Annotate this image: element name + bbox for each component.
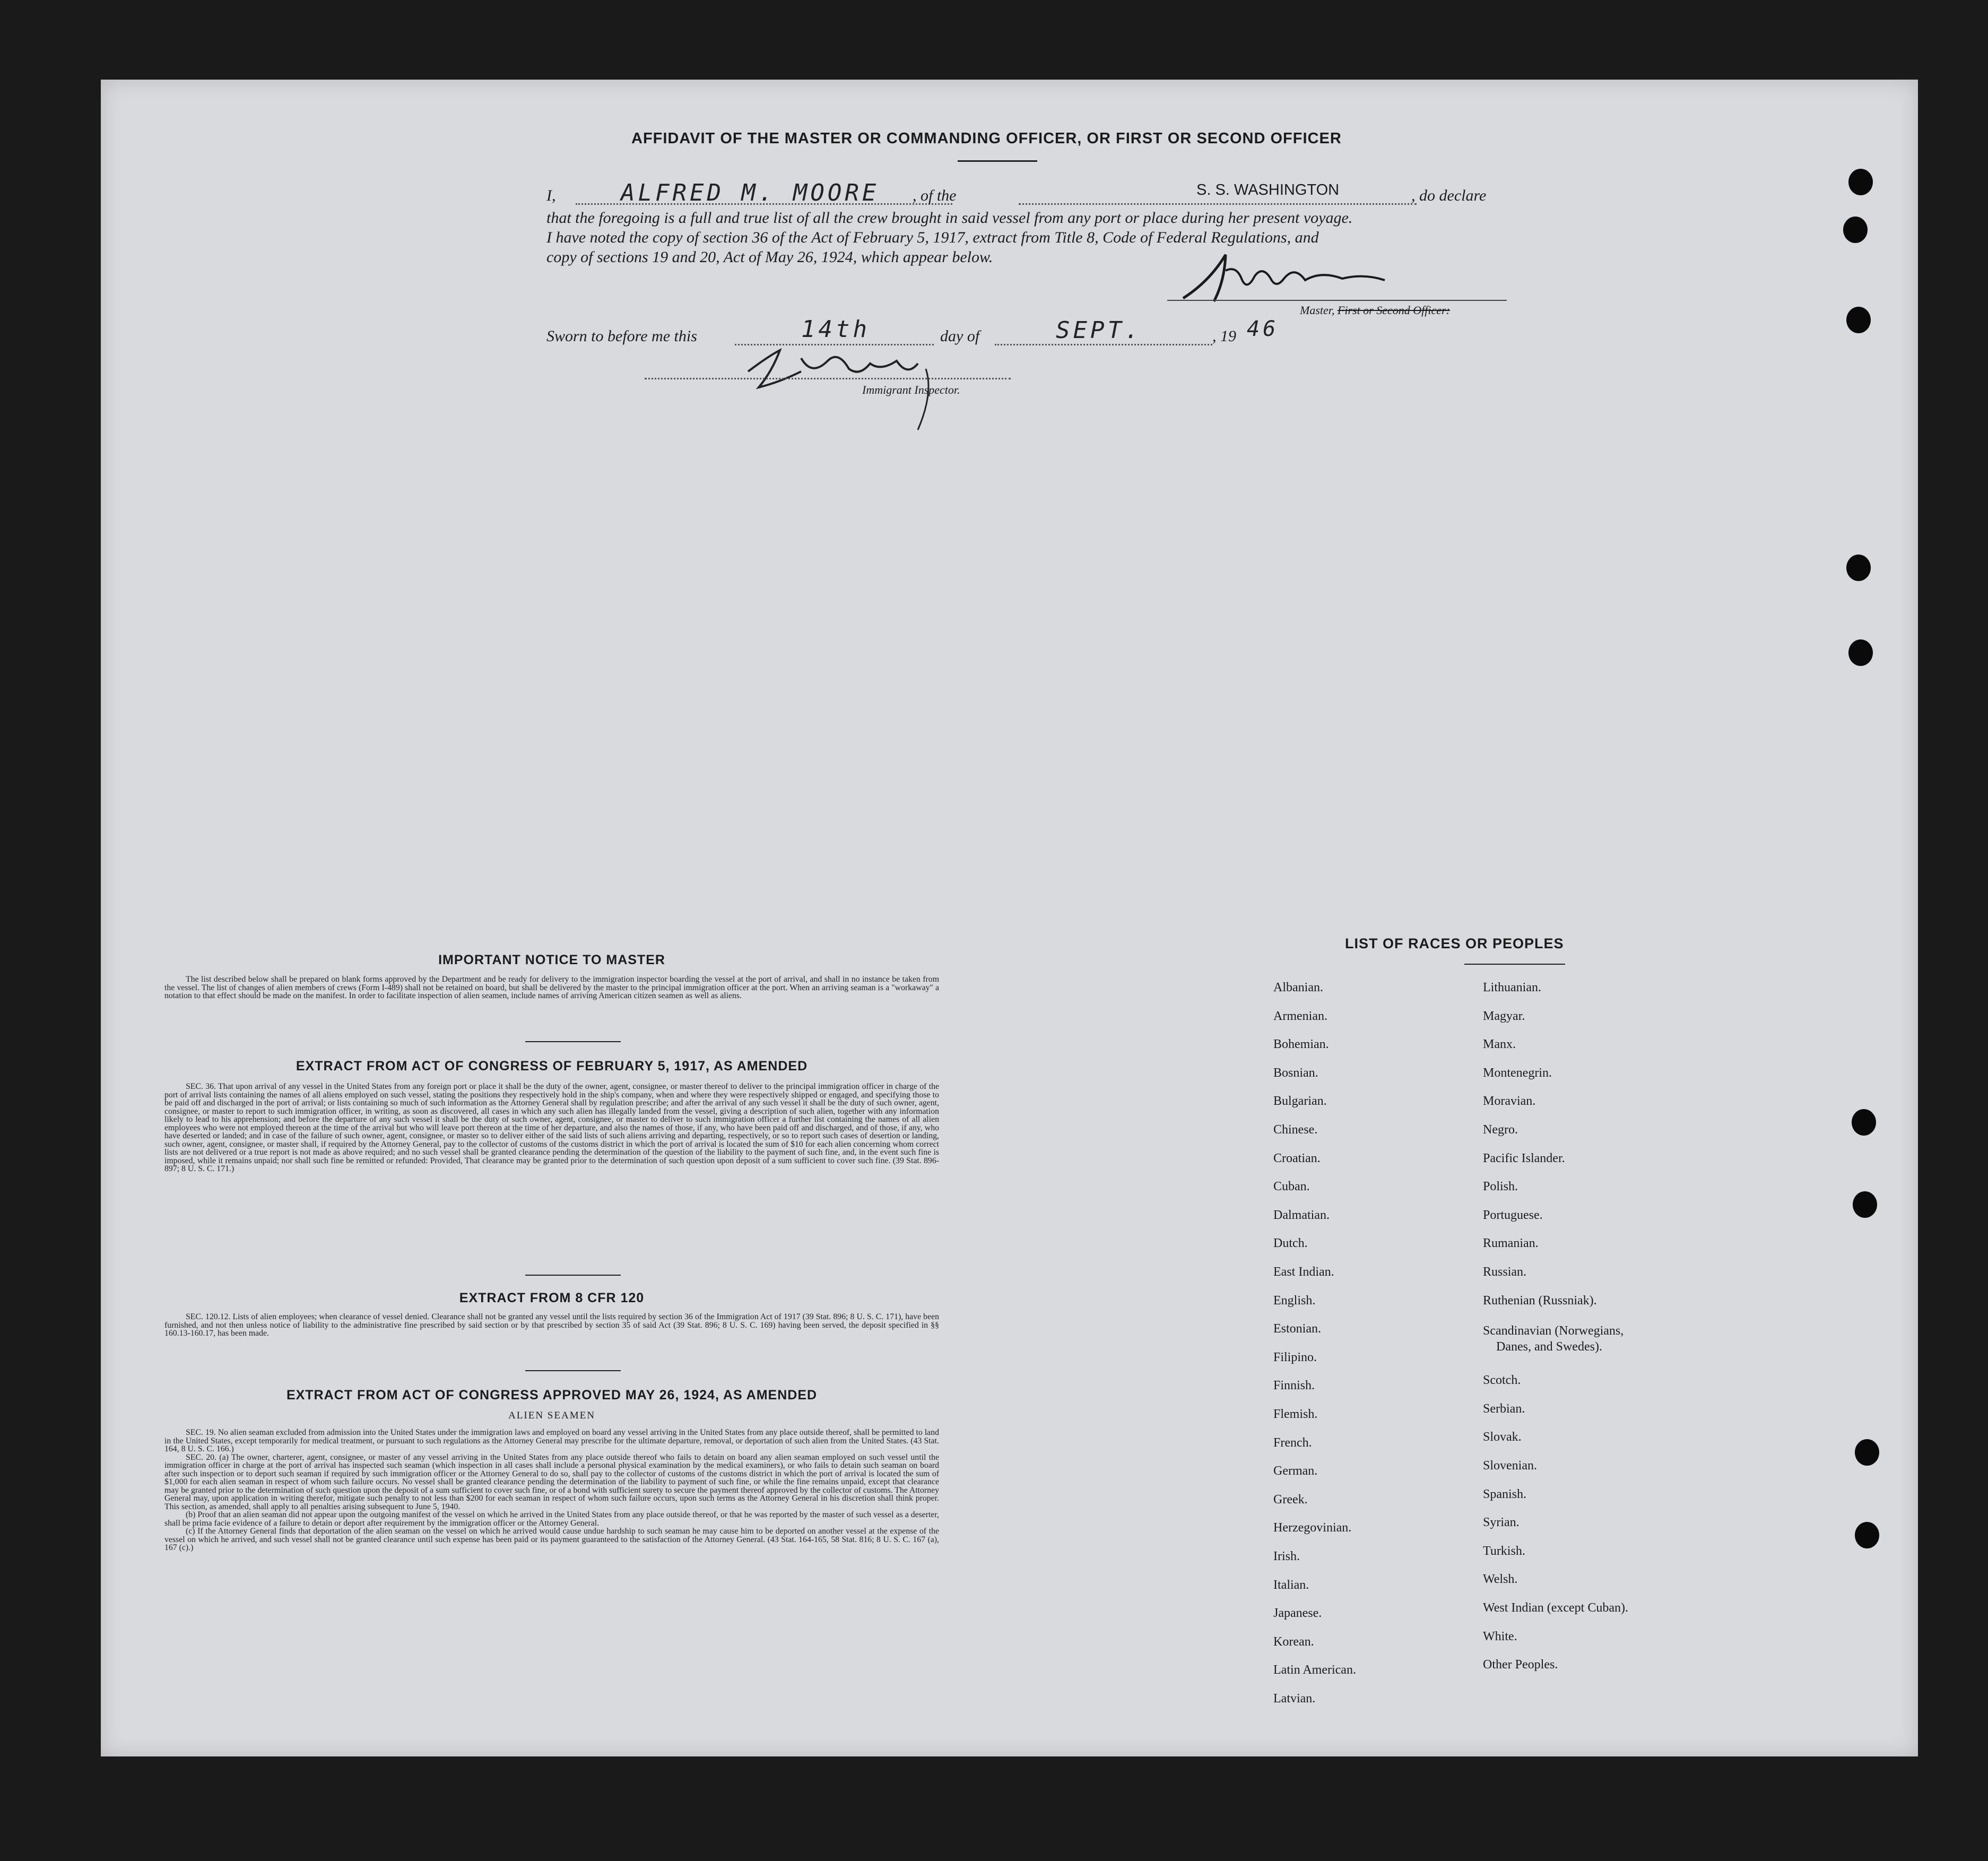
- race-item: Portuguese.: [1483, 1208, 1543, 1222]
- race-item: Latin American.: [1273, 1663, 1356, 1677]
- affidavit-line-4: copy of sections 19 and 20, Act of May 26, 1924, which appear below.: [546, 248, 993, 266]
- race-item: Korean.: [1273, 1634, 1314, 1649]
- sworn-day: 14th: [801, 316, 870, 343]
- race-item: Bohemian.: [1273, 1037, 1329, 1052]
- sec-20a-text: SEC. 20. (a) The owner, charterer, agent, consignee, or master of any vessel arriving in the United States from any place outside thereof who fails to detain on board any alien seaman employed on such vessel until the immigration officer in charge at the port of arrival has inspected such seaman (which inspection in all cases shall include a personal physical examination by the medical examiners), or who fails to detain such seaman on board after such inspection or to deport such seaman if required by such immigration officer or the Attorney General to do so, shall pay to the collector of customs of the customs district in which the port of arrival is located the sum of $1,000 for each alien seaman in respect of whom such failure occurs. No vessel shall be granted clearance pending the determination of the liability to payment of such fine, or while the fine remains unpaid, except that clearance may be granted prior to the determination of such question upon the deposit of a sum sufficient to cover such fine, or of a bond with sufficient surety to secure the payment thereof approved by the collector of customs. The Attorney General may, upon application in writing therefor, mitigate such penalty to not less than $200 for each seaman in respect of whom such failure occurs, upon such terms as the Attorney General in his discretion shall think proper. This section, as amended, shall apply to all penalties arising subsequent to June 5, 1940.: [164, 1452, 939, 1511]
- race-item: Russian.: [1483, 1265, 1527, 1279]
- race-item: Montenegrin.: [1483, 1066, 1552, 1080]
- divider: [525, 1275, 621, 1276]
- race-item: Welsh.: [1483, 1572, 1518, 1587]
- affidavit-line-3: I have noted the copy of section 36 of the Act of February 5, 1917, extract from Title 8, Code of Federal Regulations, and: [546, 229, 1319, 246]
- inspector-label: Immigrant Inspector.: [862, 383, 960, 396]
- struck-officer-label: First or Second Officer:: [1337, 304, 1450, 317]
- race-item: Danes, and Swedes).: [1496, 1339, 1602, 1354]
- race-item: East Indian.: [1273, 1265, 1334, 1279]
- act-1924-body: [164, 1429, 939, 1552]
- punch-hole: [1855, 1522, 1879, 1548]
- punch-hole: [1843, 217, 1868, 243]
- race-item: Albanian.: [1273, 981, 1323, 994]
- punch-hole: [1846, 307, 1871, 333]
- race-item: Serbian.: [1483, 1401, 1525, 1416]
- sec-19-text: SEC. 19. No alien seaman excluded from admission into the United States under the immigration laws and employed on board any vessel arriving in the United States from any place outside thereof, shall be permitted to land in the United States, except temporarily for medical treatment, or pursuant to such regulations as the Attorney General may prescribe for the ultimate departure, removal, or deportation of such alien from the United States. (43 Stat. 164, 8 U. S. C. 166.): [164, 1428, 939, 1453]
- punch-hole: [1853, 1191, 1877, 1218]
- alien-seamen-subhead: ALIEN SEAMEN: [508, 1410, 595, 1421]
- cfr-text: SEC. 120.12. Lists of alien employees; when clearance of vessel denied. Clearance shall not be granted any vessel until the lists required by section 36 of the Immigration Act of 1917 (39 Stat. 896; 8 U. S. C. 171), have been furnished, and not then unless notice of liability to the administrative fine prescribed by said section or by that prescribed by section 35 of said Act (39 Stat. 896; 8 U. S. C. 169) having been served, the deposit specified in §§ 160.13-160.17, has been made.: [164, 1312, 939, 1338]
- month-line: [995, 344, 1212, 345]
- act-1917-text: SEC. 36. That upon arrival of any vessel in the United States from any foreign port or place it shall be the duty of the owner, agent, consignee, or master thereof to deliver to the principal immigration officer in charge of the port of arrival lists containing the names of all aliens employed on such vessel, stating the positions they respectively hold in the ship's company, when and where they were respectively shipped or engaged, and specifying those to be paid off and discharged in the port of arrival; or lists containing so much of such information as the Attorney General shall by regulation prescribe; and after the arrival of any such vessel it shall be the duty of such owner, agent, consignee, or master to report to such immigration officer, in writing, as soon as discovered, all cases in which any such alien has illegally landed from the vessel, giving a description of such alien, together with any information likely to lead to his apprehension; and before the departure of any such vessel it shall be the duty of such owner, agent, consignee, or master to deliver to such immigration officer a further list containing the names of all alien employees who were not employed thereon at the time of the arrival but who will leave port thereon at the time of her departure, and also the names of those, if any, who have been paid off and discharged, and of those, if any, who have deserted or landed; and in case of the failure of such owner, agent, consignee, or master so to deliver either of the said lists of such aliens arriving and departing, respectively, or so to report such cases of desertion or landing, such owner, agent, consignee, or master shall, if required by the Attorney General, pay to the collector of customs of the customs district in which the port of arrival is located the sum of $10 for each alien concerning whom correct lists are not delivered or a true report is not made as above required; and no such vessel shall be granted clearance pending the determination of the question of the liability to the payment of such fine, and, in the event such fine is imposed, while it remains unpaid; nor shall such fine be remitted or refunded: Provided, That clearance may be granted prior to the determination of such question upon deposit of a sum sufficient to cover such fine. (39 Stat. 896-897; 8 U. S. C. 171.): [164, 1082, 939, 1173]
- race-item: Finnish.: [1273, 1379, 1315, 1393]
- race-item: Rumanian.: [1483, 1236, 1539, 1251]
- important-notice-title: IMPORTANT NOTICE TO MASTER: [438, 953, 665, 967]
- race-item: Estonian.: [1273, 1322, 1321, 1336]
- important-notice-text: The list described below shall be prepared on blank forms approved by the Department and be ready for delivery to the immigration inspector boarding the vessel at the port of arrival, and shall in no instance be taken from the vessel. The list of changes of alien members of crews (Form I-489) shall not be retained on board, but shall be delivered by the master to the principal immigration officer at the port. When an arriving seaman is a "workaway" a notation to that effect should be made on the manifest. In order to facilitate inspection of alien seamen, include names of arriving American citizen seamen as well as aliens.: [164, 975, 939, 1000]
- inspector-signature-line: [645, 378, 1011, 379]
- race-item: Italian.: [1273, 1578, 1309, 1592]
- race-item: Lithuanian.: [1483, 981, 1541, 994]
- day-of-label: day of: [940, 327, 980, 345]
- race-item: Ruthenian (Russniak).: [1483, 1293, 1597, 1308]
- race-item: Cuban.: [1273, 1180, 1310, 1194]
- races-divider: [1464, 964, 1565, 965]
- race-item: Magyar.: [1483, 1009, 1525, 1023]
- master-label: Master,: [1300, 304, 1335, 317]
- race-item: Herzegovinian.: [1273, 1521, 1352, 1535]
- race-item: White.: [1483, 1629, 1517, 1643]
- race-item: Flemish.: [1273, 1407, 1318, 1421]
- sworn-month: SEPT.: [1056, 317, 1142, 344]
- race-item: Bulgarian.: [1273, 1094, 1327, 1109]
- race-item: Turkish.: [1483, 1544, 1525, 1558]
- race-item: Croatian.: [1273, 1151, 1321, 1165]
- sworn-year: 46: [1247, 317, 1279, 341]
- act-1917-title: EXTRACT FROM ACT OF CONGRESS OF FEBRUARY 5, 1917, AS AMENDED: [296, 1059, 808, 1074]
- race-item: Slovenian.: [1483, 1459, 1537, 1473]
- race-item: Polish.: [1483, 1180, 1518, 1194]
- act-1924-title: EXTRACT FROM ACT OF CONGRESS APPROVED MAY 26, 1924, AS AMENDED: [286, 1388, 818, 1403]
- race-item: German.: [1273, 1464, 1318, 1478]
- race-item: Irish.: [1273, 1550, 1300, 1563]
- race-item: Chinese.: [1273, 1123, 1318, 1137]
- race-item: Negro.: [1483, 1123, 1518, 1137]
- race-item: Other Peoples.: [1483, 1658, 1558, 1672]
- race-item: Filipino.: [1273, 1350, 1317, 1364]
- punch-hole: [1852, 1109, 1876, 1136]
- divider: [525, 1370, 621, 1371]
- punch-hole: [1855, 1439, 1879, 1466]
- affidavit-i-label: I,: [546, 187, 556, 204]
- race-item: Dutch.: [1273, 1236, 1308, 1251]
- sec-20b-text: (b) Proof that an alien seaman did not appear upon the outgoing manifest of the vessel on which he arrived in the United States from any place outside thereof, or that he was reported by the master of such vessel as a deserter, shall be prima facie evidence of a failure to detain or deport after requirement by the immigration officer or the Attorney General.: [164, 1510, 939, 1528]
- divider: [525, 1041, 621, 1042]
- punch-hole: [1846, 555, 1871, 581]
- race-item: Manx.: [1483, 1037, 1516, 1052]
- race-item: Latvian.: [1273, 1692, 1316, 1706]
- do-declare-label: , do declare: [1411, 187, 1487, 204]
- race-item: Armenian.: [1273, 1009, 1327, 1023]
- master-name: ALFRED M. MOORE: [621, 179, 880, 206]
- race-item: French.: [1273, 1435, 1312, 1450]
- races-title: LIST OF RACES OR PEOPLES: [1345, 936, 1564, 951]
- master-title: [1300, 304, 1450, 317]
- master-signature: [1162, 249, 1475, 308]
- race-item: Scotch.: [1483, 1373, 1521, 1388]
- affidavit-title: AFFIDAVIT OF THE MASTER OR COMMANDING OFFICER, OR FIRST OR SECOND OFFICER: [631, 130, 1342, 147]
- sec-20c-text: (c) If the Attorney General finds that deportation of the alien seaman on the vessel on which he arrived would cause undue hardship to such seaman he may cause him to be deported on another vessel at the expense of the vessel on which he arrived, and such vessel shall not be granted clearance until such expense has been paid or its payment guaranteed to the satisfaction of the Attorney General. (43 Stat. 164-165, 58 Stat. 816; 8 U. S. C. 167 (a), 167 (c).): [164, 1527, 939, 1552]
- race-item: Greek.: [1273, 1492, 1308, 1507]
- vessel-line: [1019, 203, 1417, 205]
- sworn-label: Sworn to before me this: [546, 327, 697, 345]
- affidavit-line-2: that the foregoing is a full and true list of all the crew brought in said vessel from any port or place during her present voyage.: [546, 209, 1353, 227]
- race-item: Spanish.: [1483, 1487, 1527, 1501]
- cfr-body: [164, 1313, 939, 1338]
- race-item: Moravian.: [1483, 1094, 1536, 1109]
- punch-hole: [1848, 169, 1873, 195]
- vessel-name: S. S. WASHINGTON: [1196, 181, 1340, 198]
- race-item: West Indian (except Cuban).: [1483, 1601, 1628, 1615]
- race-item: Slovak.: [1483, 1430, 1522, 1444]
- race-item: Dalmatian.: [1273, 1208, 1330, 1222]
- race-item: Japanese.: [1273, 1606, 1322, 1621]
- act-1917-body: [164, 1083, 939, 1173]
- of-the-label: , of the: [913, 187, 957, 204]
- race-item: Syrian.: [1483, 1516, 1520, 1530]
- race-item: Bosnian.: [1273, 1066, 1318, 1080]
- race-item: Scandinavian (Norwegians,: [1483, 1323, 1624, 1338]
- master-signature-line: [1167, 300, 1507, 301]
- important-notice-body: [164, 975, 939, 1000]
- race-item: English.: [1273, 1293, 1316, 1308]
- race-item: Pacific Islander.: [1483, 1151, 1565, 1165]
- title-divider: [958, 160, 1037, 162]
- punch-hole: [1848, 639, 1873, 666]
- year-prefix: , 19: [1212, 327, 1236, 345]
- cfr-title: EXTRACT FROM 8 CFR 120: [459, 1291, 645, 1305]
